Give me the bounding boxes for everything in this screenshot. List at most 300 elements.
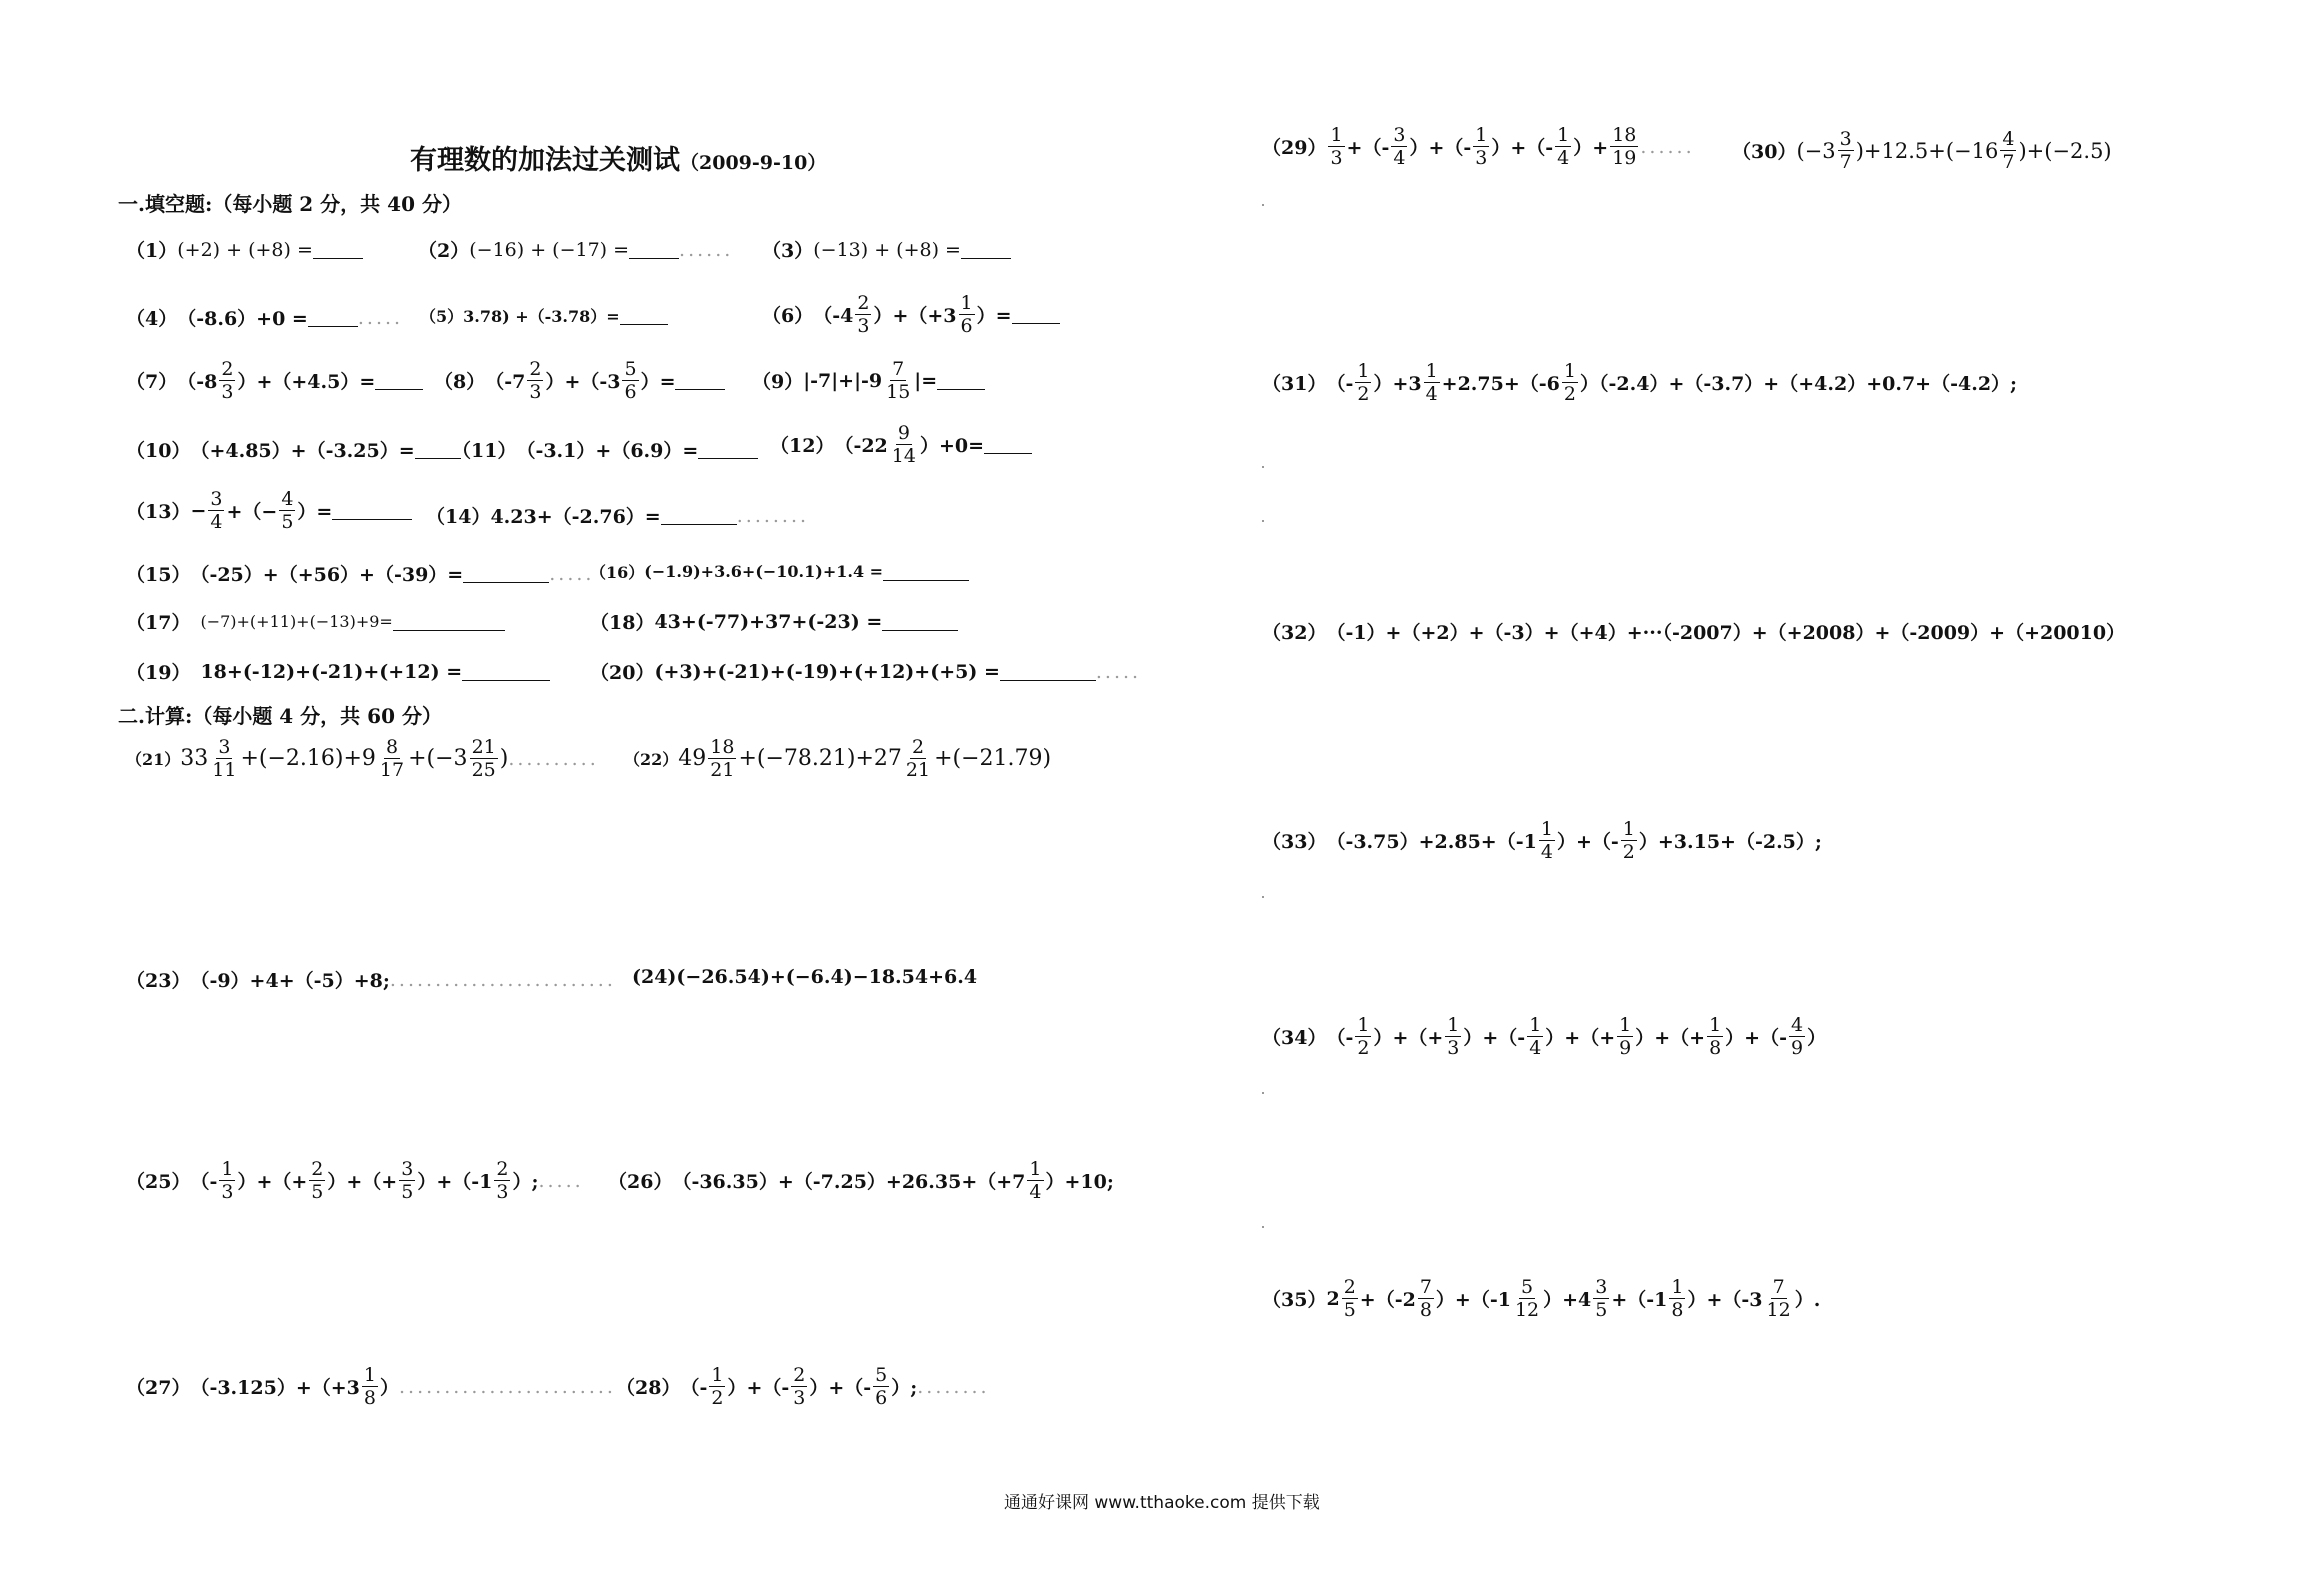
denominator: 2 [1622, 841, 1635, 863]
leader-dots: ..... [549, 562, 595, 585]
q2-expr: (−16) + (−17) = [469, 238, 630, 261]
numerator: 18 [710, 736, 735, 758]
q18-expr: 43+(-77)+37+(-23) = [654, 610, 883, 633]
denominator: 3 [1447, 1037, 1460, 1059]
q30-fraction-1 [1838, 128, 1854, 173]
denominator: 21 [905, 759, 931, 781]
denominator: 9 [1619, 1037, 1632, 1059]
q2-number: （2） [418, 240, 470, 262]
q34-number: （34） [1262, 1027, 1327, 1049]
numerator: 8 [385, 736, 399, 758]
numerator: 1 [1671, 1276, 1684, 1298]
q35-expr-f: ）+（-3 [1687, 1289, 1763, 1311]
question-15 [126, 560, 594, 587]
q31-expr-c: +2.75+（-6 [1441, 373, 1560, 395]
q29-fraction-5 [1610, 124, 1638, 169]
q9-expr-a: |-7|+|-9 [803, 369, 883, 392]
q22-fraction-1 [708, 736, 736, 781]
q21-number: （21） [126, 750, 181, 769]
question-25 [126, 1158, 584, 1203]
q24-expr: (−26.54)+(−6.4)−18.54+6.4 [676, 966, 978, 988]
numerator: 7 [1419, 1276, 1432, 1298]
q34-fraction-5 [1707, 1014, 1723, 1059]
numerator: 7 [892, 358, 905, 380]
leader-dots: ........ [917, 1375, 990, 1398]
numerator: 2 [911, 736, 925, 758]
denominator: 8 [1419, 1299, 1432, 1321]
q30-fraction-2 [2000, 128, 2016, 173]
q27-expr-a: （-3.125）+（+3 [190, 1377, 360, 1399]
q31-expr-a: （- [1326, 373, 1354, 395]
denominator: 12 [1514, 1299, 1540, 1321]
q8-answer-blank[interactable] [675, 371, 725, 390]
q20-number: （20） [590, 662, 655, 684]
denominator: 2 [1357, 383, 1370, 405]
question-31 [1262, 360, 2017, 405]
q35-fraction-2 [1418, 1276, 1434, 1321]
q6-fraction-2 [959, 292, 975, 337]
numerator: 2 [793, 1364, 806, 1386]
q24-number: (24) [632, 966, 677, 988]
q23-expr: （-9）+4+（-5）+8; [190, 970, 390, 992]
q7-answer-blank[interactable] [375, 371, 423, 390]
q10-expr: （+4.85）+（-3.25）= [190, 440, 415, 462]
denominator: 3 [1475, 147, 1488, 169]
q25-fraction-2 [309, 1158, 325, 1203]
q6-fraction-1 [855, 292, 871, 337]
q21-fraction-2 [378, 736, 406, 781]
question-33 [1262, 818, 1822, 863]
q31-number: （31） [1262, 373, 1327, 395]
question-21 [126, 736, 599, 781]
q3-answer-blank[interactable] [961, 240, 1011, 259]
q4-expr: （-8.6）+0 = [177, 308, 308, 330]
q5-answer-blank[interactable] [620, 306, 668, 325]
denominator: 3 [793, 1387, 806, 1409]
denominator: 25 [471, 759, 496, 781]
section-1-heading: 一.填空题:（每小题 2 分，共 40 分） [118, 192, 462, 216]
q25-expr-a: （- [190, 1171, 218, 1193]
q29-fraction-4 [1555, 124, 1571, 169]
q17-number: （17） [126, 612, 191, 634]
denominator: 19 [1612, 147, 1637, 169]
q33-expr-b: ）+（- [1556, 831, 1619, 853]
question-2 [418, 236, 733, 263]
leader-dots: ...... [1640, 135, 1695, 158]
numerator: 4 [2002, 128, 2015, 150]
q21-expr-b: +(−2.16)+9 [240, 746, 376, 771]
margin-dot [1262, 204, 1264, 206]
numerator: 3 [218, 736, 231, 758]
q17-answer-blank[interactable] [393, 612, 505, 631]
leader-dots: ..... [538, 1169, 584, 1192]
q20-answer-blank[interactable] [1000, 662, 1096, 681]
q8-number: （8） [434, 371, 486, 393]
q6-answer-blank[interactable] [1012, 305, 1060, 324]
q16-answer-blank[interactable] [883, 562, 969, 581]
footer-source: 通通好课网 www.tthaoke.com 提供下载 [1004, 1493, 1320, 1513]
leader-dots: ......................... [389, 968, 616, 991]
q8-fraction-1 [527, 358, 543, 403]
q20-expr: (+3)+(-21)+(-19)+(+12)+(+5) = [654, 660, 1000, 683]
numerator: 3 [1393, 124, 1406, 146]
question-6 [762, 292, 1060, 337]
q35-expr-c: ）+（-1 [1435, 1289, 1511, 1311]
question-23 [126, 966, 616, 993]
numerator: 5 [1520, 1276, 1534, 1298]
question-10 [126, 436, 461, 463]
numerator: 7 [1772, 1276, 1785, 1298]
q35-expr-a: 2 [1326, 1287, 1340, 1310]
numerator: 1 [1540, 818, 1553, 840]
q34-fraction-6 [1789, 1014, 1805, 1059]
denominator: 4 [1529, 1037, 1542, 1059]
page-title [410, 138, 826, 177]
q27-fraction-1 [362, 1364, 378, 1409]
q8-expr-b: ）+（-3 [545, 371, 621, 393]
q34-fraction-2 [1445, 1014, 1461, 1059]
q13-fraction-2 [279, 488, 295, 533]
q21-fraction-1 [210, 736, 238, 781]
q22-expr-b: +(−78.21)+27 [738, 746, 902, 771]
q4-answer-blank[interactable] [308, 308, 358, 327]
question-16 [590, 560, 969, 583]
denominator: 8 [1671, 1299, 1684, 1321]
q22-number: （22） [624, 750, 679, 769]
q32-number: （32） [1262, 622, 1327, 644]
q29-expr-d: ）+ [1573, 137, 1609, 159]
q11-answer-blank[interactable] [698, 440, 758, 459]
denominator: 3 [529, 381, 542, 403]
q12-fraction-1 [890, 422, 918, 467]
numerator: 1 [1622, 818, 1635, 840]
q13-expr-b: +（− [226, 501, 278, 523]
q12-expr-b: ）+0= [919, 435, 985, 457]
q29-fraction-3 [1473, 124, 1489, 169]
numerator: 1 [1619, 1014, 1632, 1036]
q29-number: （29） [1262, 137, 1327, 159]
q34-fraction-3 [1527, 1014, 1543, 1059]
q25-expr-b: ）+（+ [237, 1171, 308, 1193]
q1-expr: (+2) + (+8) = [177, 238, 313, 261]
denominator: 7 [2002, 151, 2015, 173]
q32-expr: （-1）+（+2）+（-3）+（+4）+···（-2007）+（+2008）+（-2009）+（+20010） [1326, 622, 2126, 644]
q35-expr-d: ）+4 [1543, 1289, 1592, 1311]
q35-fraction-1 [1342, 1276, 1358, 1321]
q17-expr: (−7)+(+11)+(−13)+9= [200, 612, 393, 631]
denominator: 4 [1540, 841, 1553, 863]
numerator: 2 [311, 1158, 324, 1180]
q9-expr-b: |= [914, 369, 938, 392]
q27-number: （27） [126, 1377, 191, 1399]
numerator: 1 [363, 1364, 376, 1386]
denominator: 11 [212, 759, 237, 781]
q13-fraction-1 [208, 488, 224, 533]
denominator: 5 [311, 1181, 324, 1203]
numerator: 2 [1343, 1276, 1356, 1298]
question-17 [126, 608, 505, 635]
question-29 [1262, 124, 1695, 169]
q35-expr-g: ）. [1794, 1289, 1821, 1311]
margin-dot [1262, 520, 1264, 522]
q25-expr-e: ）; [512, 1171, 539, 1193]
q12-number: （12） [770, 435, 835, 457]
numerator: 1 [1557, 124, 1570, 146]
question-12 [770, 422, 1032, 467]
q16-number: （16） [590, 563, 645, 582]
q25-expr-d: ）+（-1 [417, 1171, 493, 1193]
denominator: 15 [886, 381, 911, 403]
q34-expr-c: ）+（- [1463, 1027, 1526, 1049]
q35-number: （35） [1262, 1289, 1327, 1311]
denominator: 8 [1709, 1037, 1722, 1059]
q34-fraction-1 [1355, 1014, 1371, 1059]
q25-fraction-4 [494, 1158, 510, 1203]
leader-dots: ..... [357, 306, 404, 329]
question-7 [126, 358, 423, 403]
q11-expr: （-3.1）+（6.9）= [516, 440, 699, 462]
denominator: 6 [960, 315, 973, 337]
q19-number: （19） [126, 662, 191, 684]
q29-expr-c: ）+（- [1491, 137, 1554, 159]
numerator: 1 [960, 292, 973, 314]
q35-fraction-6 [1765, 1276, 1793, 1321]
margin-dot [1262, 896, 1264, 898]
denominator: 4 [210, 511, 223, 533]
numerator: 3 [401, 1158, 414, 1180]
denominator: 3 [857, 315, 870, 337]
question-11 [452, 436, 758, 463]
denominator: 17 [379, 759, 405, 781]
denominator: 4 [1029, 1181, 1042, 1203]
denominator: 14 [891, 445, 916, 467]
q14-answer-blank[interactable] [661, 506, 737, 525]
question-27 [126, 1364, 616, 1409]
q28-expr-d: ）; [891, 1377, 918, 1399]
q31-expr-d: ）（-2.4）+（-3.7）+（+4.2）+0.7+（-4.2）; [1580, 373, 2018, 395]
q13-expr-a: − [190, 499, 207, 522]
q8-fraction-2 [622, 358, 638, 403]
question-35 [1262, 1276, 1820, 1321]
q18-answer-blank[interactable] [882, 612, 958, 631]
denominator: 2 [1563, 383, 1576, 405]
numerator: 3 [1839, 128, 1852, 150]
margin-dot [1262, 466, 1264, 468]
margin-dot [1262, 1092, 1264, 1094]
denominator: 4 [1425, 383, 1438, 405]
q31-fraction-2 [1424, 360, 1440, 405]
numerator: 4 [1790, 1014, 1804, 1036]
q21-expr-c: +(−3 [408, 746, 468, 771]
q5-expr: 3.78) +（-3.78）= [463, 307, 620, 326]
q29-fraction-1 [1328, 124, 1344, 169]
denominator: 5 [1595, 1299, 1608, 1321]
numerator: 2 [496, 1158, 509, 1180]
denominator: 3 [1330, 147, 1343, 169]
leader-dots: ........ [736, 504, 810, 527]
q25-expr-c: ）+（+ [327, 1171, 398, 1193]
q11-number: （11） [452, 440, 517, 462]
margin-dot [1262, 1226, 1264, 1228]
q28-number: （28） [616, 1377, 681, 1399]
q30-expr-c: )+(−2.5) [2018, 138, 2112, 163]
denominator: 7 [1839, 151, 1852, 173]
question-9 [752, 358, 985, 403]
q19-answer-blank[interactable] [462, 662, 550, 681]
q21-expr-d: ) [499, 746, 509, 771]
numerator: 2 [221, 358, 234, 380]
numerator: 1 [1357, 360, 1370, 382]
title-text: 有理数的加法过关测试 [410, 145, 680, 176]
denominator: 9 [1790, 1037, 1804, 1059]
q31-fraction-1 [1355, 360, 1371, 405]
q28-fraction-3 [873, 1364, 889, 1409]
question-24 [632, 966, 977, 988]
numerator: 4 [281, 488, 294, 510]
q35-fraction-3 [1513, 1276, 1541, 1321]
q21-fraction-3 [470, 736, 498, 781]
q34-expr-g: ） [1807, 1027, 1827, 1049]
q25-fraction-1 [219, 1158, 235, 1203]
numerator: 1 [1563, 360, 1576, 382]
numerator: 1 [1709, 1014, 1722, 1036]
q1-number: （1） [126, 240, 178, 262]
q33-fraction-2 [1621, 818, 1637, 863]
q14-number: （14） [426, 506, 491, 528]
numerator: 21 [471, 736, 496, 758]
q34-expr-d: ）+（+ [1545, 1027, 1616, 1049]
q9-number: （9） [752, 371, 804, 393]
q6-expr-b: ）+（+3 [873, 305, 957, 327]
denominator: 6 [875, 1387, 888, 1409]
q13-answer-blank[interactable] [332, 501, 412, 520]
q35-expr-b: +（-2 [1359, 1289, 1416, 1311]
question-14 [426, 502, 809, 529]
denominator: 21 [710, 759, 735, 781]
q22-expr-a: 49 [678, 746, 707, 771]
q29-expr-a: +（- [1346, 137, 1390, 159]
q21-expr-a: 33 [180, 746, 209, 771]
q7-expr-b: ）+（+4.5）= [237, 371, 376, 393]
denominator: 3 [221, 381, 234, 403]
q34-expr-b: ）+（+ [1373, 1027, 1444, 1049]
numerator: 3 [210, 488, 223, 510]
q6-expr-a: （-4 [813, 305, 854, 327]
q9-answer-blank[interactable] [937, 371, 985, 390]
denominator: 8 [363, 1387, 376, 1409]
q35-expr-e: +（-1 [1611, 1289, 1668, 1311]
numerator: 2 [529, 358, 542, 380]
q3-expr: (−13) + (+8) = [813, 238, 961, 261]
title-date: （2009-9-10） [680, 152, 827, 174]
leader-dots: .......... [508, 747, 599, 770]
q12-expr-a: （-22 [834, 435, 888, 457]
question-4 [126, 304, 403, 331]
q12-answer-blank[interactable] [984, 435, 1032, 454]
q35-fraction-5 [1669, 1276, 1685, 1321]
numerator: 1 [1330, 124, 1343, 146]
q19-expr: 18+(-12)+(-21)+(+12) = [200, 660, 463, 683]
question-30 [1732, 128, 2112, 173]
numerator: 1 [1357, 1014, 1370, 1036]
q34-fraction-4 [1617, 1014, 1633, 1059]
q34-expr-a: （- [1326, 1027, 1354, 1049]
q31-expr-b: ）+3 [1373, 373, 1422, 395]
numerator: 1 [1029, 1158, 1042, 1180]
q28-expr-a: （- [680, 1377, 708, 1399]
question-8 [434, 358, 725, 403]
numerator: 9 [897, 422, 910, 444]
q35-fraction-4 [1593, 1276, 1609, 1321]
q2-answer-blank[interactable] [629, 240, 679, 259]
q27-expr-b: ） [380, 1377, 400, 1399]
question-1 [126, 236, 363, 263]
q10-number: （10） [126, 440, 191, 462]
q8-expr-a: （-7 [485, 371, 526, 393]
q30-number: （30） [1732, 141, 1797, 163]
numerator: 1 [711, 1364, 724, 1386]
q26-fraction-1 [1027, 1158, 1043, 1203]
q25-fraction-3 [399, 1158, 415, 1203]
q8-expr-c: ）= [640, 371, 676, 393]
leader-dots: ........................ [399, 1375, 616, 1398]
q22-fraction-2 [904, 736, 932, 781]
q29-expr-b: ）+（- [1409, 137, 1472, 159]
q30-expr-b: )+12.5+(−16 [1855, 138, 1999, 163]
denominator: 4 [1557, 147, 1570, 169]
q6-expr-c: ）= [976, 305, 1012, 327]
denominator: 5 [281, 511, 294, 533]
question-19 [126, 658, 550, 685]
q33-number: （33） [1262, 831, 1327, 853]
q13-number: （13） [126, 501, 191, 523]
question-32 [1262, 618, 2125, 645]
denominator: 2 [1357, 1037, 1370, 1059]
question-20 [590, 658, 1141, 685]
q34-expr-e: ）+（+ [1635, 1027, 1706, 1049]
q33-fraction-1 [1539, 818, 1555, 863]
q28-expr-c: ）+（- [809, 1377, 872, 1399]
q7-number: （7） [126, 371, 178, 393]
question-28 [616, 1364, 990, 1409]
q22-expr-c: +(−21.79) [934, 746, 1052, 771]
denominator: 4 [1393, 147, 1406, 169]
q5-number: （5） [420, 307, 464, 326]
q23-number: （23） [126, 970, 191, 992]
question-3 [762, 236, 1011, 263]
q16-expr: (−1.9)+3.6+(−10.1)+1.4 = [644, 562, 884, 581]
denominator: 5 [1343, 1299, 1356, 1321]
q26-expr-a: （-36.35）+（-7.25）+26.35+（+7 [672, 1171, 1026, 1193]
q1-answer-blank[interactable] [313, 240, 363, 259]
q31-fraction-3 [1562, 360, 1578, 405]
question-18 [590, 608, 958, 635]
q18-number: （18） [590, 612, 655, 634]
q26-expr-b: ）+10; [1045, 1171, 1114, 1193]
question-22 [624, 736, 1051, 781]
q33-expr-c: ）+3.15+（-2.5）; [1638, 831, 1822, 853]
q14-expr: 4.23+（-2.76）= [490, 506, 661, 528]
q25-number: （25） [126, 1171, 191, 1193]
q15-number: （15） [126, 564, 191, 586]
q33-expr-a: （-3.75）+2.85+（-1 [1326, 831, 1537, 853]
numerator: 5 [624, 358, 637, 380]
numerator: 1 [1529, 1014, 1542, 1036]
q29-fraction-2 [1391, 124, 1407, 169]
denominator: 3 [496, 1181, 509, 1203]
q15-answer-blank[interactable] [463, 564, 549, 583]
question-34 [1262, 1014, 1826, 1059]
